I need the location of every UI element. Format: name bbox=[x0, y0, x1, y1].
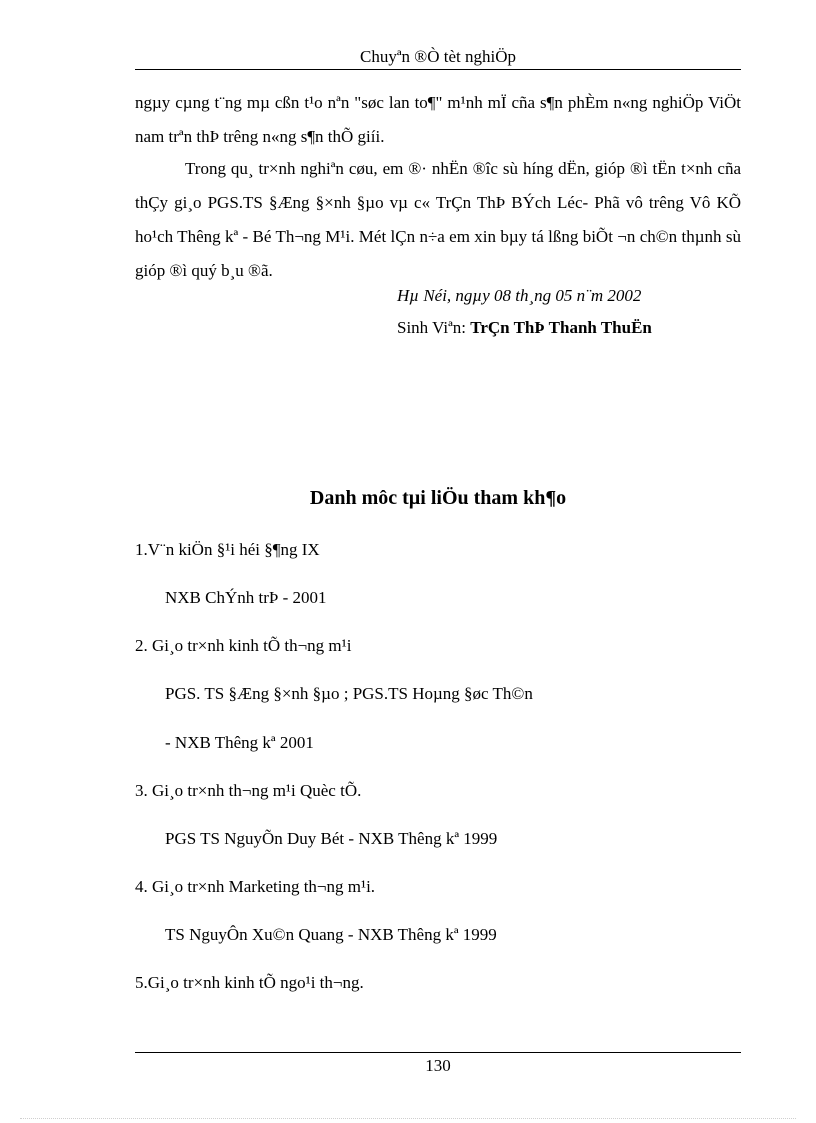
reference-detail: NXB ChÝnh trÞ - 2001 bbox=[165, 588, 327, 607]
header-rule bbox=[135, 69, 741, 70]
reference-detail: PGS. TS §Æng §×nh §µo ; PGS.TS Hoµng §øc Th©n bbox=[165, 684, 533, 703]
footer-rule bbox=[135, 1052, 741, 1053]
reference-detail: PGS TS NguyÕn Duy Bét - NXB Thêng kª 1999 bbox=[165, 829, 498, 848]
references-title: Danh môc tµi liÖu tham kh¶o bbox=[309, 487, 567, 509]
signature-label: Sinh Viªn: bbox=[397, 318, 471, 337]
signature-line bbox=[397, 315, 652, 341]
reference-item: 3. Gi¸o tr×nh th¬ng m¹i Quèc tÕ. bbox=[135, 781, 362, 800]
reference-item: 4. Gi¸o tr×nh Marketing th¬ng m¹i. bbox=[135, 877, 376, 896]
reference-item: 1.V¨n kiÖn §¹i héi §¶ng IX bbox=[135, 540, 320, 559]
page-header-title: Chuyªn ®Ò tèt nghiÖp bbox=[360, 47, 516, 66]
body-paragraph: ngµy cµng t¨ng mµ cßn t¹o nªn "søc lan to¶" m¹nh mÏ cña s¶n phÈm n«ng nghiÖp ViÖt nam trªn thÞ trêng n«ng s¶n thÕ giíi. bbox=[135, 93, 741, 146]
page-edge-dots bbox=[20, 1118, 796, 1119]
reference-item: 2. Gi¸o tr×nh kinh tÕ th¬ng m¹i bbox=[135, 636, 352, 655]
signature-name: TrÇn ThÞ Thanh ThuËn bbox=[470, 318, 652, 337]
page-number: 130 bbox=[425, 1056, 451, 1075]
reference-detail: - NXB Thêng kª 2001 bbox=[165, 733, 314, 752]
reference-item: 5.Gi¸o tr×nh kinh tÕ ngo¹i th¬ng. bbox=[135, 973, 364, 992]
body-paragraph: Trong qu¸ tr×nh nghiªn cøu, em ®· nhËn ®îc sù híng dËn, gióp ®ì tËn t×nh cña thÇy gi¸o PGS.TS §Æng §×nh §µo vµ c« TrÇn ThÞ BÝch Léc- Phã vô trêng Vô KÕ ho¹ch Thêng kª - Bé Th¬ng M¹i. Mét lÇn n÷a em xin bµy tá lßng biÕt ¬n ch©n thµnh sù gióp ®ì quý b¸u ®ã. bbox=[135, 159, 741, 280]
reference-detail: TS NguyÔn Xu©n Quang - NXB Thêng kª 1999 bbox=[165, 925, 497, 944]
signature-date: Hµ Néi, ngµy 08 th¸ng 05 n¨m 2002 bbox=[397, 286, 642, 305]
